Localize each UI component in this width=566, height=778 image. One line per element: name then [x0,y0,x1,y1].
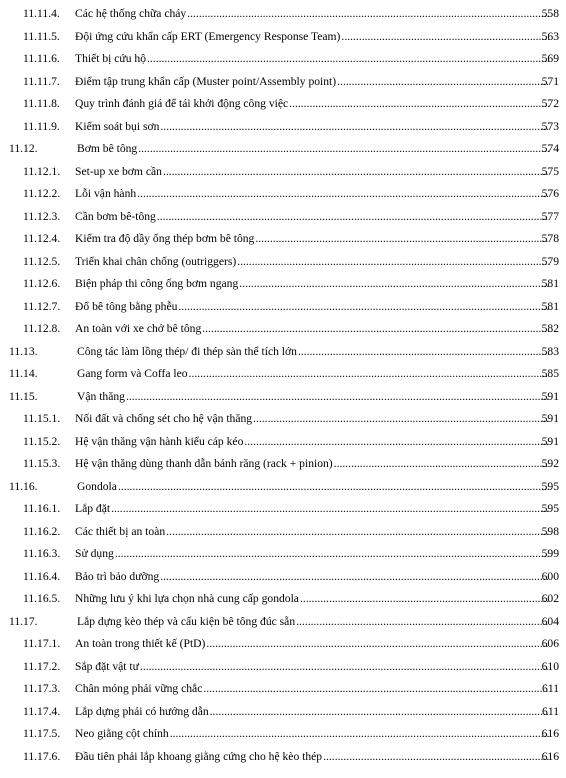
toc-entry-leader [77,386,549,409]
toc-entry-number: 11.15.1. [23,412,61,425]
toc-entry-leader [75,206,549,229]
toc-entry-title[interactable]: Chân móng phải vững chắc [75,678,203,701]
toc-entry-title[interactable]: Triển khai chân chống (outriggers) [75,251,237,274]
toc-entry-title[interactable]: Neo giằng cột chính [75,723,170,746]
toc-entry[interactable] [0,138,566,161]
toc-entry[interactable] [0,408,566,431]
toc-entry-leader [75,296,549,319]
toc-entry-page[interactable]: 598 [541,524,559,538]
toc-entry-title[interactable]: An toàn với xe chở bê tông [75,318,202,341]
toc-dot-leader [163,161,549,184]
toc-entry-number: 11.15. [9,389,38,403]
toc-entry[interactable] [0,93,566,116]
toc-dot-leader [334,453,549,476]
toc-entry-number: 11.15.3. [23,457,61,470]
toc-entry-page[interactable]: 574 [541,142,559,155]
toc-entry[interactable] [0,453,566,476]
toc-entry[interactable] [0,723,566,746]
toc-entry-leader [75,431,549,454]
toc-entry-page[interactable]: 575 [541,164,559,178]
toc-entry-leader [75,318,549,341]
toc-entry-page[interactable]: 602 [541,592,559,605]
toc-entry-leader [75,543,549,566]
toc-entry-page[interactable]: 595 [541,502,559,515]
toc-entry-leader [75,588,549,611]
toc-entry-leader [75,116,549,139]
toc-entry-page[interactable]: 579 [541,254,559,268]
toc-entry-title[interactable]: An toàn trong thiết kế (PtD) [75,633,206,656]
toc-entry-leader [75,71,549,94]
toc-entry-title[interactable]: Đội ứng cứu khẩn cấp ERT (Emergency Response Team) [75,26,341,49]
table-of-contents [0,3,566,768]
toc-entry[interactable] [0,71,566,94]
toc-entry[interactable] [0,678,566,701]
toc-entry-title[interactable]: Lắp đặt [75,498,111,521]
toc-dot-leader [178,296,549,319]
toc-dot-leader [206,633,549,656]
toc-entry-leader [75,746,549,769]
toc-entry-leader [75,228,549,251]
toc-dot-leader [237,251,549,274]
toc-entry-number: 11.14. [9,367,38,380]
toc-entry-leader [75,161,549,184]
toc-entry-leader [75,48,549,71]
toc-entry[interactable] [0,476,566,499]
toc-entry-page[interactable]: 616 [541,749,559,763]
toc-entry-leader [75,678,549,701]
toc-dot-leader [203,678,549,701]
toc-entry-number: 11.11.7. [23,74,60,88]
toc-dot-leader [296,611,549,634]
toc-entry-page[interactable]: 591 [541,434,559,448]
toc-dot-leader [115,543,549,566]
toc-entry-leader [75,408,549,431]
toc-entry[interactable] [0,161,566,184]
toc-entry-number: 11.12.2. [23,187,61,200]
toc-entry[interactable] [0,206,566,229]
toc-entry-page[interactable]: 606 [541,637,559,650]
toc-dot-leader [298,341,549,364]
toc-entry-number: 11.16.4. [23,569,61,583]
toc-entry[interactable] [0,431,566,454]
toc-entry-number: 11.16.5. [23,592,61,605]
toc-entry-title[interactable]: Sử dụng [75,543,115,566]
toc-entry-title[interactable]: Set-up xe bơm cần [75,161,163,184]
toc-entry-title[interactable]: Bơm bê tông [77,138,138,161]
toc-dot-leader [138,138,549,161]
toc-entry-leader [75,521,549,544]
toc-entry-number: 11.16. [9,479,38,493]
toc-entry-title[interactable]: Vận thăng [77,386,126,409]
toc-entry-leader [77,363,549,386]
toc-entry-number: 11.12.7. [23,299,61,313]
toc-entry-page[interactable]: 577 [541,209,559,223]
toc-entry-title[interactable]: Các hệ thống chữa cháy [75,3,187,26]
toc-dot-leader [239,273,549,296]
toc-entry-number: 11.12.6. [23,277,61,290]
toc-entry-leader [77,341,549,364]
toc-entry-page[interactable]: 600 [541,569,559,583]
toc-entry-title[interactable]: Lỗi vận hành [75,183,137,206]
toc-dot-leader [140,656,549,679]
toc-dot-leader [210,701,549,724]
toc-entry-number: 11.11.5. [23,29,60,43]
toc-entry-page[interactable]: 595 [541,479,559,493]
toc-entry[interactable] [0,566,566,589]
toc-entry-number: 11.17.2. [23,659,61,673]
toc-dot-leader [111,498,549,521]
toc-entry-number: 11.13. [9,344,38,358]
toc-dot-leader [126,386,549,409]
toc-entry-title[interactable]: Nối đất và chống sét cho hệ vận thăng [75,408,253,431]
toc-entry-title[interactable]: Hệ vận thăng dùng thanh dẫn bánh răng (rack + pinion) [75,453,334,476]
toc-entry-title[interactable]: Quy trình đánh giá để tái khởi động công việc [75,93,289,116]
toc-entry-page[interactable]: 578 [541,232,559,245]
toc-entry[interactable] [0,116,566,139]
toc-entry-title[interactable]: Đổ bê tông bằng phễu [75,296,178,319]
toc-dot-leader [255,228,549,251]
toc-entry-number: 11.11.6. [23,52,60,65]
toc-entry-page[interactable]: 610 [541,659,559,673]
toc-entry-leader [75,498,549,521]
toc-entry[interactable] [0,296,566,319]
toc-entry-number: 11.12.1. [23,164,61,178]
toc-entry-leader [75,26,549,49]
toc-entry[interactable] [0,48,566,71]
toc-dot-leader [170,723,549,746]
toc-entry-title[interactable]: Lắp dựng kèo thép và cấu kiện bê tông đúc sẵn [77,611,296,634]
toc-dot-leader [166,521,549,544]
toc-entry-number: 11.17.1. [23,637,61,650]
toc-entry-leader [77,138,549,161]
toc-entry-title[interactable]: Gondola [77,476,118,499]
toc-entry-title[interactable]: Những lưu ý khi lựa chọn nhà cung cấp gondola [75,588,300,611]
toc-entry[interactable] [0,701,566,724]
toc-entry-page[interactable]: 571 [541,74,559,88]
toc-entry[interactable] [0,26,566,49]
toc-entry-page[interactable]: 569 [541,52,559,65]
toc-entry-page[interactable]: 611 [542,704,559,718]
toc-entry-leader [77,611,549,634]
toc-entry-title[interactable]: Kiểm soát bụi sơn [75,116,160,139]
toc-entry-number: 11.12.8. [23,322,61,335]
toc-entry[interactable] [0,498,566,521]
toc-entry-title[interactable]: Điểm tập trung khẩn cấp (Muster point/Assembly point) [75,71,337,94]
toc-entry-number: 11.11.4. [23,7,60,20]
toc-entry-number: 11.17.5. [23,727,61,740]
toc-entry-page[interactable]: 563 [541,29,559,43]
toc-entry[interactable] [0,273,566,296]
toc-entry[interactable] [0,183,566,206]
toc-entry-title[interactable]: Bảo trì bảo dưỡng [75,566,160,589]
toc-entry-title[interactable]: Sắp đặt vật tư [75,656,140,679]
toc-entry-page[interactable]: 573 [541,119,559,133]
toc-entry-page[interactable]: 592 [541,457,559,470]
toc-dot-leader [202,318,549,341]
toc-dot-leader [118,476,549,499]
toc-entry-page[interactable]: 558 [541,7,559,20]
toc-dot-leader [137,183,549,206]
toc-entry-page[interactable]: 572 [541,97,559,110]
toc-entry-number: 11.12.4. [23,232,61,245]
toc-dot-leader [187,3,549,26]
toc-entry-page[interactable]: 599 [541,547,559,560]
toc-entry-title[interactable]: Lắp dựng phải có hướng dẫn [75,701,210,724]
toc-entry-leader [75,93,549,116]
toc-entry[interactable] [0,341,566,364]
toc-dot-leader [337,71,549,94]
toc-dot-leader [300,588,549,611]
toc-entry-leader [75,566,549,589]
toc-entry-number: 11.16.2. [23,524,61,538]
toc-dot-leader [160,116,549,139]
toc-dot-leader [147,48,549,71]
toc-entry-number: 11.12.5. [23,254,61,268]
toc-entry-title[interactable]: Biện pháp thi công ống bơm ngang [75,273,239,296]
toc-entry-leader [75,633,549,656]
toc-entry-page[interactable]: 581 [541,299,559,313]
toc-dot-leader [244,431,549,454]
toc-entry-leader [75,3,549,26]
toc-entry[interactable] [0,386,566,409]
toc-entry-number: 11.11.8. [23,97,60,110]
toc-entry-title[interactable]: Kiểm tra độ dầy ống thép bơm bê tông [75,228,255,251]
toc-entry-leader [75,656,549,679]
toc-entry[interactable] [0,746,566,769]
toc-entry-page[interactable]: 576 [541,187,559,200]
toc-dot-leader [157,206,549,229]
toc-entry-leader [75,273,549,296]
toc-entry-page[interactable]: 616 [541,727,559,740]
toc-entry-leader [75,251,549,274]
toc-entry-page[interactable]: 585 [541,367,559,380]
toc-dot-leader [253,408,549,431]
toc-entry-leader [75,701,549,724]
toc-entry-number: 11.17.4. [23,704,61,718]
toc-entry-title[interactable]: Hệ vận thăng vận hành kiểu cáp kéo [75,431,244,454]
toc-entry-title[interactable]: Các thiết bị an toàn [75,521,166,544]
toc-entry-leader [75,183,549,206]
toc-entry-number: 11.17.6. [23,749,61,763]
toc-entry[interactable] [0,633,566,656]
toc-entry-number: 11.16.3. [23,547,61,560]
toc-entry-page[interactable]: 611 [542,682,559,695]
toc-entry[interactable] [0,656,566,679]
toc-dot-leader [323,746,549,769]
toc-dot-leader [189,363,549,386]
toc-entry-number: 11.12.3. [23,209,61,223]
toc-entry[interactable] [0,588,566,611]
toc-entry[interactable] [0,611,566,634]
toc-entry[interactable] [0,543,566,566]
toc-entry-page[interactable]: 581 [541,277,559,290]
toc-entry-title[interactable]: Thiết bị cứu hộ [75,48,147,71]
toc-entry[interactable] [0,251,566,274]
toc-entry-title[interactable]: Công tác làm lồng thép/ đi thép sàn thể tích lớn [77,341,298,364]
toc-entry-page[interactable]: 583 [541,344,559,358]
toc-entry[interactable] [0,521,566,544]
toc-entry-leader [75,723,549,746]
toc-entry-number: 11.11.9. [23,119,60,133]
toc-entry[interactable] [0,318,566,341]
toc-entry-number: 11.17.3. [23,682,61,695]
toc-entry-title[interactable]: Cần bơm bê-tông [75,206,157,229]
toc-entry-number: 11.12. [9,142,38,155]
toc-entry-page[interactable]: 591 [541,412,559,425]
toc-entry[interactable] [0,363,566,386]
toc-entry-number: 11.16.1. [23,502,61,515]
toc-entry-number: 11.15.2. [23,434,61,448]
toc-entry-number: 11.17. [9,614,38,628]
toc-entry-page[interactable]: 582 [541,322,559,335]
toc-entry-leader [77,476,549,499]
toc-entry-page[interactable]: 591 [541,389,559,403]
toc-dot-leader [160,566,549,589]
toc-dot-leader [341,26,549,49]
toc-entry-title[interactable]: Đầu tiên phải lắp khoang giằng cứng cho hệ kèo thép [75,746,323,769]
toc-entry[interactable] [0,228,566,251]
toc-entry-page[interactable]: 604 [541,614,559,628]
toc-dot-leader [289,93,549,116]
toc-entry[interactable] [0,3,566,26]
toc-entry-leader [75,453,549,476]
toc-entry-title[interactable]: Gang form và Coffa leo [77,363,189,386]
